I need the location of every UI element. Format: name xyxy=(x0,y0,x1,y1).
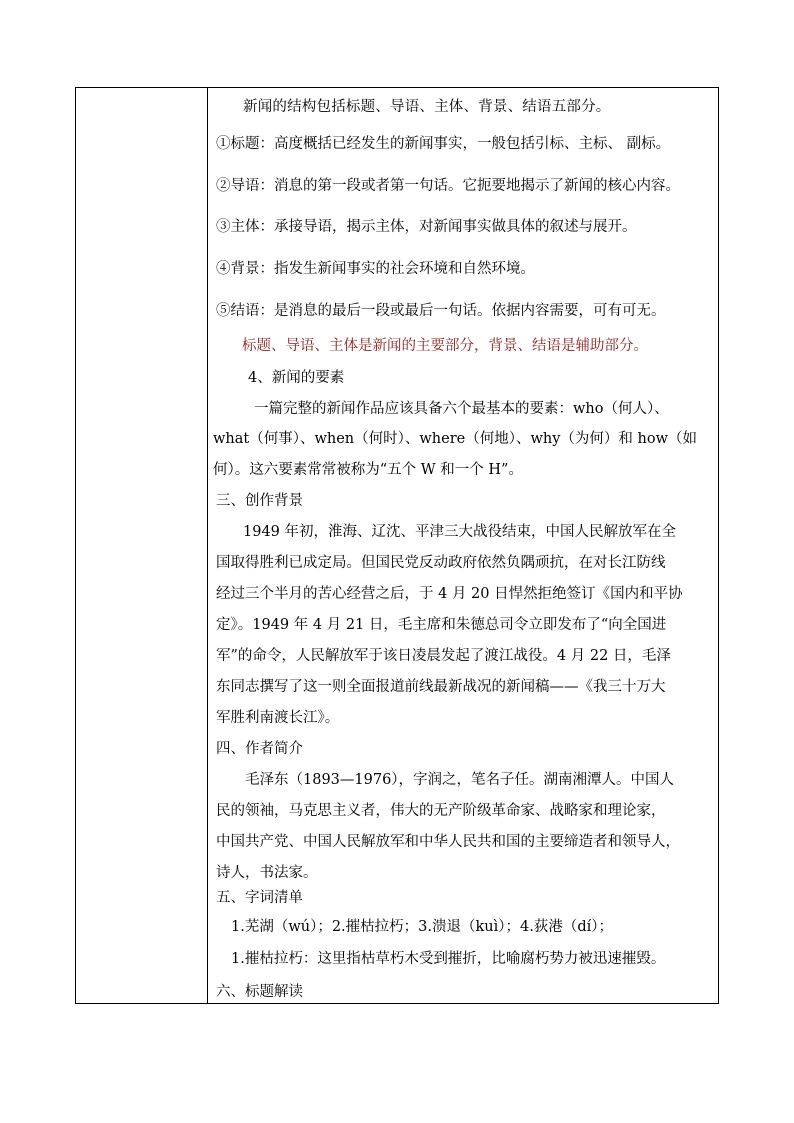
background-line-6: 东同志撰写了这一则全面报道前线最新战况的新闻稿——《我三十万大 xyxy=(216,679,666,695)
vocab-pronunciation: 1.芜湖（wú）；2.摧枯拉朽；3.溃退（kuì）；4.荻港（dí）； xyxy=(231,919,614,935)
background-line-5: 军”的命令，人民解放军于该日凌晨发起了渡江战役。4 月 22 日，毛泽 xyxy=(216,648,671,664)
author-line-1: 毛泽东（1893—1976），字润之，笔名子任。湖南湘潭人。中国人 xyxy=(245,772,675,788)
structure-item-ending: ⑤结语：是消息的最后一段或最后一句话。依据内容需要，可有可无。 xyxy=(216,303,666,319)
elements-line-2: what（何事）、when（何时）、where（何地）、why（为何）和 how（如 xyxy=(213,431,698,447)
elements-line-1: 一篇完整的新闻作品应该具备六个最基本的要素：who（何人）、 xyxy=(254,401,669,417)
structure-item-lead: ②导语：消息的第一段或者第一句话。它扼要地揭示了新闻的核心内容。 xyxy=(216,178,680,194)
background-line-3: 经过三个半月的苦心经营之后，于 4 月 20 日悍然拒绝签订《国内和平协 xyxy=(216,586,683,602)
elements-line-3: 何）。这六要素常常被称为“五个 W 和一个 H”。 xyxy=(213,462,523,478)
structure-intro: 新闻的结构包括标题、导语、主体、背景、结语五部分。 xyxy=(243,99,611,115)
author-line-4: 诗人，书法家。 xyxy=(216,865,318,881)
background-line-1: 1949 年初，淮海、辽沈、平津三大战役结束，中国人民解放军在全 xyxy=(243,524,677,540)
structure-item-background: ④背景：指发生新闻事实的社会环境和自然环境。 xyxy=(216,261,535,277)
background-line-4: 定》。1949 年 4 月 21 日，毛主席和朱德总司令立即发布了“向全国进 xyxy=(216,617,667,633)
background-heading: 三、创作背景 xyxy=(216,493,303,509)
background-line-7: 军胜利南渡长江》。 xyxy=(216,710,340,726)
vocab-heading: 五、字词清单 xyxy=(216,890,303,906)
author-heading: 四、作者简介 xyxy=(216,741,303,757)
background-line-2: 国取得胜利已成定局。但国民党反动政府依然负隅顽抗，在对长江防线 xyxy=(216,555,666,571)
structure-note: 标题、导语、主体是新闻的主要部分，背景、结语是辅助部分。 xyxy=(242,338,648,354)
vocab-definition: 1.摧枯拉朽：这里指枯草朽木受到摧折，比喻腐朽势力被迅速摧毁。 xyxy=(231,951,666,967)
column-divider xyxy=(207,88,208,1003)
structure-item-title: ①标题：高度概括已经发生的新闻事实，一般包括引标、主标、 副标。 xyxy=(216,136,671,152)
title-heading: 六、标题解读 xyxy=(216,984,303,1000)
author-line-2: 民的领袖，马克思主义者，伟大的无产阶级革命家、战略家和理论家， xyxy=(216,803,666,819)
elements-heading: 4、新闻的要素 xyxy=(248,370,345,386)
author-line-3: 中国共产党、中国人民解放军和中华人民共和国的主要缔造者和领导人， xyxy=(216,834,680,850)
structure-item-body: ③主体：承接导语，揭示主体，对新闻事实做具体的叙述与展开。 xyxy=(216,219,637,235)
